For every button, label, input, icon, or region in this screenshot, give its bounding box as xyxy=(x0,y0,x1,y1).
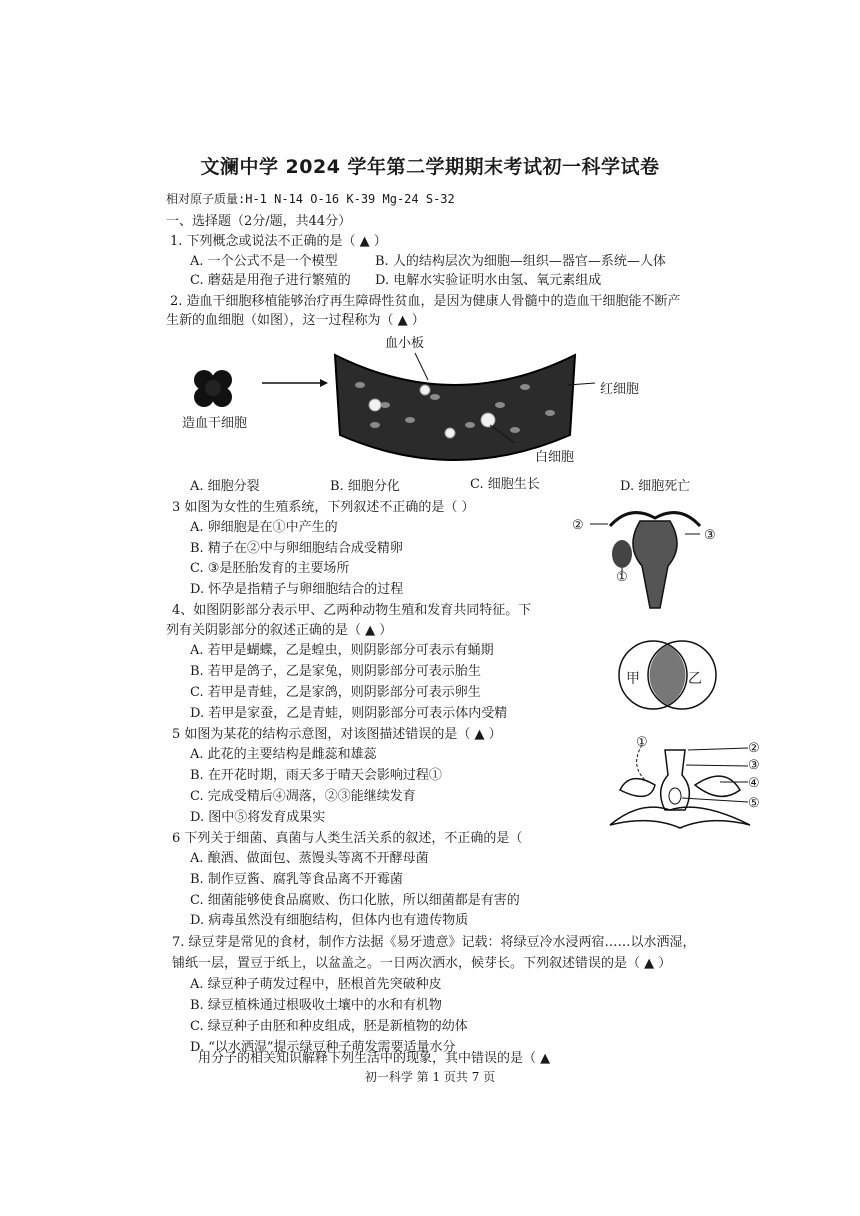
q2-option-d: D. 细胞死亡 xyxy=(620,479,691,494)
q7-stem-line2: 铺纸一层，置豆于纸上，以盆盖之。一日两次洒水，候芽长。下列叙述错误的是（ ▲ ） xyxy=(172,956,672,971)
label-yi: 乙 xyxy=(688,671,702,687)
pointer-5 xyxy=(682,798,748,802)
q5-option-a: A. 此花的主要结构是雌蕊和雄蕊 xyxy=(190,747,377,762)
q6-option-c: C. 细菌能够使食品腐败、伤口化脓，所以细菌都是有害的 xyxy=(190,893,520,908)
arrow-head xyxy=(320,379,328,387)
q7-stem-line1: 7. 绿豆芽是常见的食材，制作方法据《易牙遗意》记载：将绿豆冷水浸两宿……以水洒湿， xyxy=(172,935,696,950)
q2-option-a: A. 细胞分裂 xyxy=(190,479,260,494)
label-fig3-2: ② xyxy=(572,518,584,533)
pollination-path xyxy=(637,745,645,780)
petal-right xyxy=(695,776,740,796)
q4-stem-line2: 列有关阴影部分的叙述正确的是（ ▲ ） xyxy=(166,623,393,638)
q2-stem-line2: 生新的血细胞（如图），这一过程称为（ ▲ ） xyxy=(166,313,425,328)
label-stem-cell: 造血干细胞 xyxy=(182,416,248,431)
q2-option-b: B. 细胞分化 xyxy=(330,479,400,494)
q2-stem-line1: 2. 造血干细胞移植能够治疗再生障碍性贫血，是因为健康人骨髓中的造血干细胞能不断产 xyxy=(170,294,681,309)
label-fig5-2: ② xyxy=(748,741,760,756)
q4-option-b: B. 若甲是鸽子，乙是家兔，则阴影部分可表示胎生 xyxy=(190,664,481,679)
pointer-2 xyxy=(688,748,748,750)
q6-option-b: B. 制作豆酱、腐乳等食品离不开霉菌 xyxy=(190,872,403,887)
q5-stem: 5 如图为某花的结构示意图，对该图描述错误的是（ ▲ ） xyxy=(172,727,502,742)
q2-option-c: C. 细胞生长 xyxy=(470,477,540,492)
q5-option-d: D. 图中⑤将发育成果实 xyxy=(190,810,326,825)
q4-option-a: A. 若甲是蝴蝶，乙是蝗虫，则阴影部分可表示有蛹期 xyxy=(190,643,494,658)
flower-figure xyxy=(600,730,760,840)
q1-option-a: A. 一个公式不是一个模型 xyxy=(190,254,338,269)
label-rbc: 红细胞 xyxy=(600,382,640,397)
q7-option-c: C. 绿豆种子由胚和种皮组成，胚是新植物的幼体 xyxy=(190,1019,468,1034)
petal-left xyxy=(620,779,655,797)
q4-option-d: D. 若甲是家蚕，乙是青蛙，则阴影部分可表示体内受精 xyxy=(190,706,508,721)
ovary xyxy=(612,540,632,568)
label-platelet: 血小板 xyxy=(385,336,425,351)
pistil xyxy=(661,750,690,810)
q3-option-d: D. 怀孕是指精子与卵细胞结合的过程 xyxy=(190,582,404,597)
female-reproductive-figure xyxy=(590,496,720,611)
q6-stem: 6 下列关于细菌、真菌与人类生活关系的叙述，不正确的是（ xyxy=(172,831,523,846)
uterus xyxy=(633,521,677,608)
q1-option-b: B. 人的结构层次为细胞—组织—器官—系统—人体 xyxy=(375,254,666,269)
label-wbc: 白细胞 xyxy=(535,450,575,465)
exam-title: 文澜中学 2024 学年第二学期期末考试初一科学试卷 xyxy=(200,156,660,178)
label-fig3-1: ① xyxy=(616,570,628,585)
platelet-pointer xyxy=(415,353,428,380)
q1-option-d: D. 电解水实验证明水由氢、氧元素组成 xyxy=(375,273,602,288)
label-fig5-1: ① xyxy=(636,735,648,750)
atomic-mass-line: 相对原子质量:H-1 N-14 O-16 K-39 Mg-24 S-32 xyxy=(166,192,455,206)
pointer-3 xyxy=(686,765,748,766)
label-fig5-4: ④ xyxy=(748,776,760,791)
q7-option-a: A. 绿豆种子萌发过程中，胚根首先突破种皮 xyxy=(190,977,442,992)
q3-option-a: A. 卵细胞是在①中产生的 xyxy=(190,520,338,535)
label-fig5-5: ⑤ xyxy=(748,796,760,811)
label-fig5-3: ③ xyxy=(748,758,760,773)
stem-cell-cluster xyxy=(194,370,232,407)
q8-stem: 用分子的相关知识解释下列生活中的现象，其中错误的是（ ▲ xyxy=(198,1051,551,1066)
q1-option-c: C. 蘑菇是用孢子进行繁殖的 xyxy=(190,273,351,288)
q5-option-b: B. 在开花时期，雨天多于晴天会影响过程① xyxy=(190,768,442,783)
ovule xyxy=(669,788,681,804)
section-heading: 一、选择题（2分/题，共44分） xyxy=(166,214,352,229)
q4-option-c: C. 若甲是青蛙，乙是家鸽，则阴影部分可表示卵生 xyxy=(190,685,481,700)
q3-option-b: B. 精子在②中与卵细胞结合成受精卵 xyxy=(190,541,403,556)
label-fig3-3: ③ xyxy=(704,528,716,543)
q1-stem: 1. 下列概念或说法不正确的是（ ▲ ） xyxy=(170,234,387,249)
q5-option-c: C. 完成受精后④凋落，②③能继续发育 xyxy=(190,789,416,804)
q7-option-b: B. 绿豆植株通过根吸收土壤中的水和有机物 xyxy=(190,998,442,1013)
q6-option-d: D. 病毒虽然没有细胞结构，但体内也有遗传物质 xyxy=(190,913,469,928)
q3-stem: 3 如图为女性的生殖系统，下列叙述不正确的是（ ） xyxy=(172,500,475,515)
q7-option-d: D. “以水洒湿”提示绿豆种子萌发需要适量水分 xyxy=(190,1040,456,1055)
q3-option-c: C. ③是胚胎发育的主要场所 xyxy=(190,561,350,576)
page-footer: 初一科学 第 1 页共 7 页 xyxy=(364,1070,496,1084)
q4-stem-line1: 4、如图阴影部分表示甲、乙两种动物生殖和发育共同特征。下 xyxy=(172,603,532,618)
q6-option-a: A. 酿酒、做面包、蒸馒头等离不开酵母菌 xyxy=(190,851,429,866)
label-jia: 甲 xyxy=(626,671,640,687)
